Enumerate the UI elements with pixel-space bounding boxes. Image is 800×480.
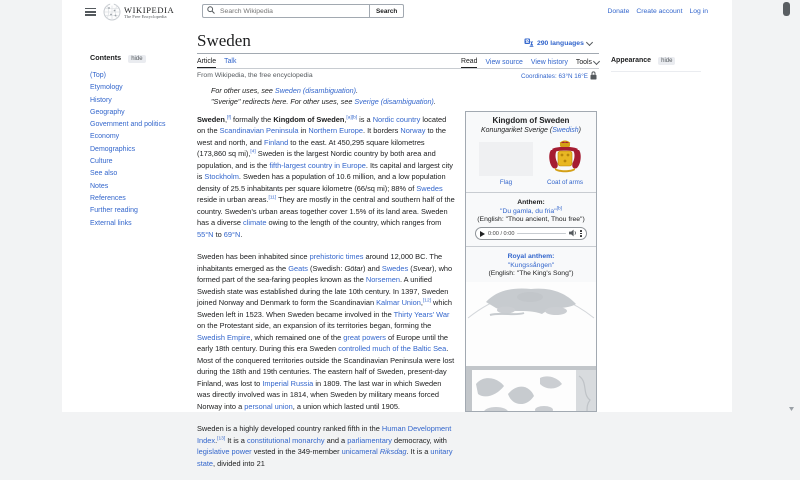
login-link[interactable]: Log in (689, 8, 708, 15)
sidebar-item-economy[interactable]: Economy (90, 133, 120, 141)
sidebar-item-see-also[interactable]: See also (90, 170, 118, 178)
coordinates-link[interactable]: Coordinates: 63°N 16°E (521, 73, 588, 80)
sidebar-item-history[interactable]: History (90, 96, 112, 104)
personal-tools (607, 8, 708, 15)
play-icon[interactable] (480, 231, 485, 237)
search-icon (207, 6, 215, 16)
article-paragraph: Sweden,[f] formally the Kingdom of Sweden,[a][b] is a Nordic country located on the Scandinavian Peninsula in Northern Europe. It borders Norway to the west and north, and Finland to the east. At 450,295 square kilometres (173,860 sq mi),[4] Sweden is the largest Nordic country by both area and population, and is the fifth-largest country in Europe. Its capital and largest city is Stockholm. Sweden has a population of 10.6 million, and a low population density of 25.5 inhabitants per square kilometre (66/sq mi); 88% of Swedes reside in urban areas.[11] They are mostly in the central and southern half of the country. Sweden's urban areas together cover 1.5% of its land area. Sweden has a diverse climate owing to the length of the country, which ranges from 55°N to 69°N. (197, 114, 455, 239)
site-subtitle: From Wikipedia, the free encyclopedia (197, 72, 313, 79)
tab-article[interactable]: Article (197, 58, 216, 68)
player-time: 0:00 / 0:00 (488, 230, 515, 237)
sidebar-item-etymology[interactable]: Etymology (90, 84, 123, 92)
contents-hide-button[interactable]: hide (128, 55, 145, 63)
wikipedia-page (62, 0, 732, 468)
infobox-divider (466, 246, 596, 247)
search-button[interactable]: Search (370, 4, 404, 18)
create-account-link[interactable]: Create account (636, 8, 683, 15)
sidebar-item-culture[interactable]: Culture (90, 158, 113, 166)
appearance-panel (611, 55, 701, 72)
sidebar-item-demographics[interactable]: Demographics (90, 145, 136, 153)
sidebar-item-further-reading[interactable]: Further reading (90, 207, 138, 215)
tab-talk[interactable]: Talk (224, 58, 237, 65)
volume-icon[interactable] (569, 229, 577, 239)
language-icon (524, 38, 534, 49)
wordmark (124, 6, 174, 20)
coat-of-arms-thumbnail[interactable] (547, 140, 583, 186)
search-form (202, 4, 404, 18)
chevron-down-icon (593, 58, 600, 65)
flag-image[interactable] (479, 142, 533, 176)
tab-view-history[interactable]: View history (530, 59, 568, 66)
lock-icon[interactable] (590, 71, 597, 82)
sidebar-item-government-and-politics[interactable]: Government and politics (90, 121, 166, 129)
player-seek-bar[interactable] (517, 233, 566, 235)
search-input[interactable] (218, 7, 362, 16)
sidebar-item-geography[interactable]: Geography (90, 108, 125, 116)
hatnote: "Sverige" redirects here. For other uses, see Sverige (disambiguation). (211, 97, 436, 107)
article-body (197, 85, 455, 480)
sidebar-item-references[interactable]: References (90, 194, 126, 202)
anthem-label: Anthem: (517, 199, 545, 206)
coordinates-line (465, 71, 597, 82)
top-bar (62, 0, 732, 24)
player-menu-icon[interactable] (580, 230, 582, 237)
country-infobox (465, 111, 597, 412)
main-menu-icon[interactable] (85, 8, 96, 16)
scrollbar-thumb[interactable] (783, 2, 790, 16)
sidebar-item-notes[interactable]: Notes (90, 182, 109, 190)
audio-player[interactable] (475, 227, 587, 240)
donate-link[interactable]: Donate (607, 8, 630, 15)
appearance-hide-button[interactable]: hide (658, 57, 675, 65)
royal-anthem-label[interactable]: Royal anthem: (507, 253, 555, 260)
logo-title: WIKIPEDIA (124, 4, 175, 15)
hatnote: For other uses, see Sweden (disambiguation). (211, 86, 359, 95)
infobox-country-name: Kingdom of Sweden (492, 116, 570, 125)
table-of-contents (90, 70, 190, 230)
tab-view-source[interactable]: View source (485, 59, 523, 66)
coat-of-arms-image[interactable] (547, 140, 583, 176)
page-title: Sweden (197, 31, 251, 50)
infobox-native-name: Konungariket Sverige (Swedish) (480, 127, 582, 134)
royal-anthem-title[interactable]: "Kungssången" (507, 261, 555, 269)
article-paragraph: Sweden has been inhabited since prehistoric times around 12,000 BC. The inhabitants emerged as the Geats (Swedish: Götar) and Swedes (Svear), who formed part of the sea-faring peoples known as the Norsemen. A unified Swedish state was established during the late 10th century. In 1397, Sweden joined Norway and Denmark to form the Scandinavian Kalmar Union,[12] which Sweden left in 1523. When Sweden became involved in the Thirty Years' War on the Protestant side, an expansion of its territories began, forming the Swedish Empire, which remained one of the great powers of Europe until the early 18th century. During this era Sweden controlled much of the Baltic Sea. Most of the conquered territories outside the Scandinavian Peninsula were lost during the 18th and 19th centuries. The eastern half of Sweden, present-day Finland, was lost to Imperial Russia in 1809. The last war in which Sweden was directly involved was in 1814, when Sweden by military means forced Norway into a personal union, a union which lasted until 1905. (197, 252, 455, 411)
article-tab-bar (197, 55, 599, 69)
locator-map-image[interactable] (466, 282, 596, 412)
article-paragraph: Sweden is a highly developed country ranked fifth in the Human Development Index.[13] It is a constitutional monarchy and a parliamentary democracy, with legislative power vested in the 349-member unicameral Riksdag. It is a unitary state, divided into 21 (197, 424, 453, 468)
search-box[interactable] (202, 4, 370, 18)
flag-thumbnail[interactable] (479, 142, 533, 186)
contents-title: Contents (90, 53, 122, 62)
globe-logo-icon (103, 3, 121, 23)
logo-tagline: The Free Encyclopedia (124, 14, 167, 20)
languages-button[interactable] (524, 38, 592, 49)
royal-anthem-english: (English: "The King's Song") (488, 270, 574, 277)
contents-sidebar (90, 53, 190, 230)
tools-menu[interactable]: Tools (576, 59, 599, 68)
flag-caption[interactable]: Flag (499, 179, 513, 186)
anthem-english: (English: "Thou ancient, Thou free") (477, 216, 585, 223)
coat-of-arms-caption[interactable]: Coat of arms (546, 179, 583, 186)
appearance-label: Appearance (611, 57, 652, 64)
chevron-down-icon (586, 39, 593, 46)
sidebar-item-external-links[interactable]: External links (90, 219, 132, 227)
scrollbar-down-arrow[interactable] (789, 407, 794, 411)
tab-read[interactable]: Read (461, 58, 477, 68)
wikipedia-logo[interactable] (103, 3, 174, 23)
languages-label: 290 languages (537, 40, 584, 47)
sidebar-item--top-[interactable]: (Top) (90, 72, 106, 79)
title-divider (197, 53, 599, 54)
anthem-title[interactable]: "Du gamla, du fria"[b] (500, 206, 562, 215)
infobox-divider (466, 192, 596, 193)
